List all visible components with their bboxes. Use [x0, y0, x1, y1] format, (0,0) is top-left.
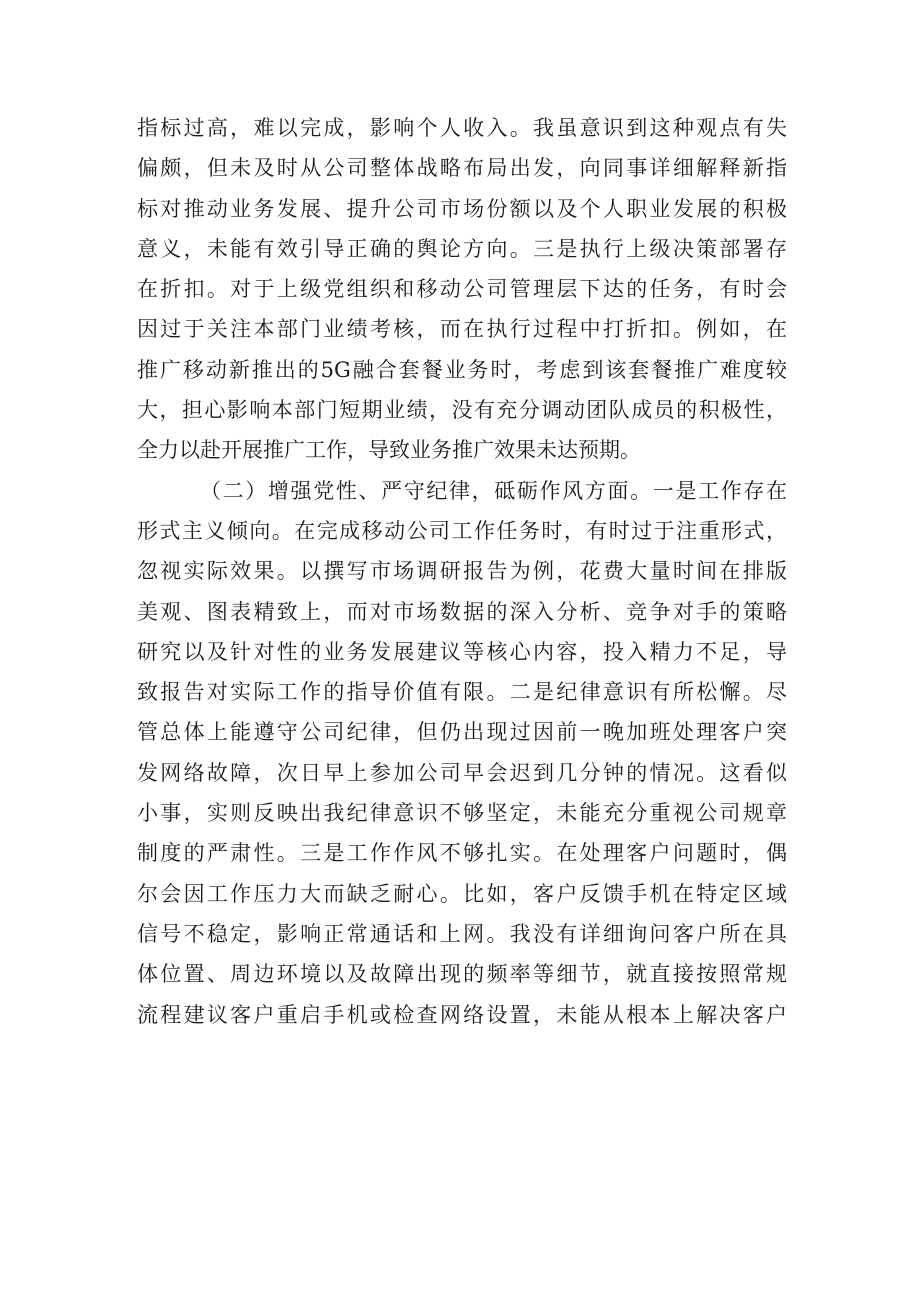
text-line: 发网络故障，次日早上参加公司早会迟到几分钟的情况。这看似 [137, 760, 787, 785]
text-line: 标对推动业务发展、提升公司市场份额以及个人职业发展的积极 [137, 196, 787, 221]
text-line: 因过于关注本部门业绩考核，而在执行过程中打折扣。例如，在 [137, 317, 787, 342]
text-line: 在折扣。对于上级党组织和移动公司管理层下达的任务，有时会 [137, 277, 787, 302]
text-line: 意义，未能有效引导正确的舆论方向。三是执行上级决策部署存 [137, 236, 787, 261]
section-heading-line: （二）增强党性、严守纪律，砥砺作风方面。一是工作存在 [200, 478, 787, 503]
text-line: 指标过高，难以完成，影响个人收入。我虽意识到这种观点有失 [137, 116, 787, 140]
text-line: 制度的严肃性。三是工作作风不够扎实。在处理客户问题时，偶 [137, 841, 787, 866]
text-line: 体位置、周边环境以及故障出现的频率等细节，就直接按照常规 [137, 962, 787, 987]
text-line: 小事，实则反映出我纪律意识不够坚定，未能充分重视公司规章 [137, 801, 787, 826]
text-line: 忽视实际效果。以撰写市场调研报告为例，花费大量时间在排版 [137, 559, 787, 584]
text-line: 美观、图表精致上，而对市场数据的深入分析、竞争对手的策略 [137, 599, 787, 624]
text-line: 信号不稳定，影响正常通话和上网。我没有详细询问客户所在具 [137, 921, 787, 946]
text-line: 尔会因工作压力大而缺乏耐心。比如，客户反馈手机在特定区域 [137, 881, 787, 906]
text-line: 形式主义倾向。在完成移动公司工作任务时，有时过于注重形式， [137, 518, 787, 543]
text-line: 流程建议客户重启手机或检查网络设置，未能从根本上解决客户 [137, 1002, 787, 1027]
text-line: 管总体上能遵守公司纪律，但仍出现过因前一晚加班处理客户突 [137, 720, 787, 745]
text-line: 致报告对实际工作的指导价值有限。二是纪律意识有所松懈。尽 [137, 680, 787, 705]
text-line: 推广移动新推出的5G融合套餐业务时，考虑到该套餐推广难度较 [137, 357, 787, 382]
paragraph-end-line: 全力以赴开展推广工作，导致业务推广效果未达预期。 [137, 438, 641, 463]
text-line: 研究以及针对性的业务发展建议等核心内容，投入精力不足，导 [137, 639, 787, 664]
text-line: 偏颇，但未及时从公司整体战略布局出发，向同事详细解释新指 [137, 156, 787, 181]
text-line: 大，担心影响本部门短期业绩，没有充分调动团队成员的积极性， [137, 398, 787, 423]
body-text [137, 108, 787, 1035]
